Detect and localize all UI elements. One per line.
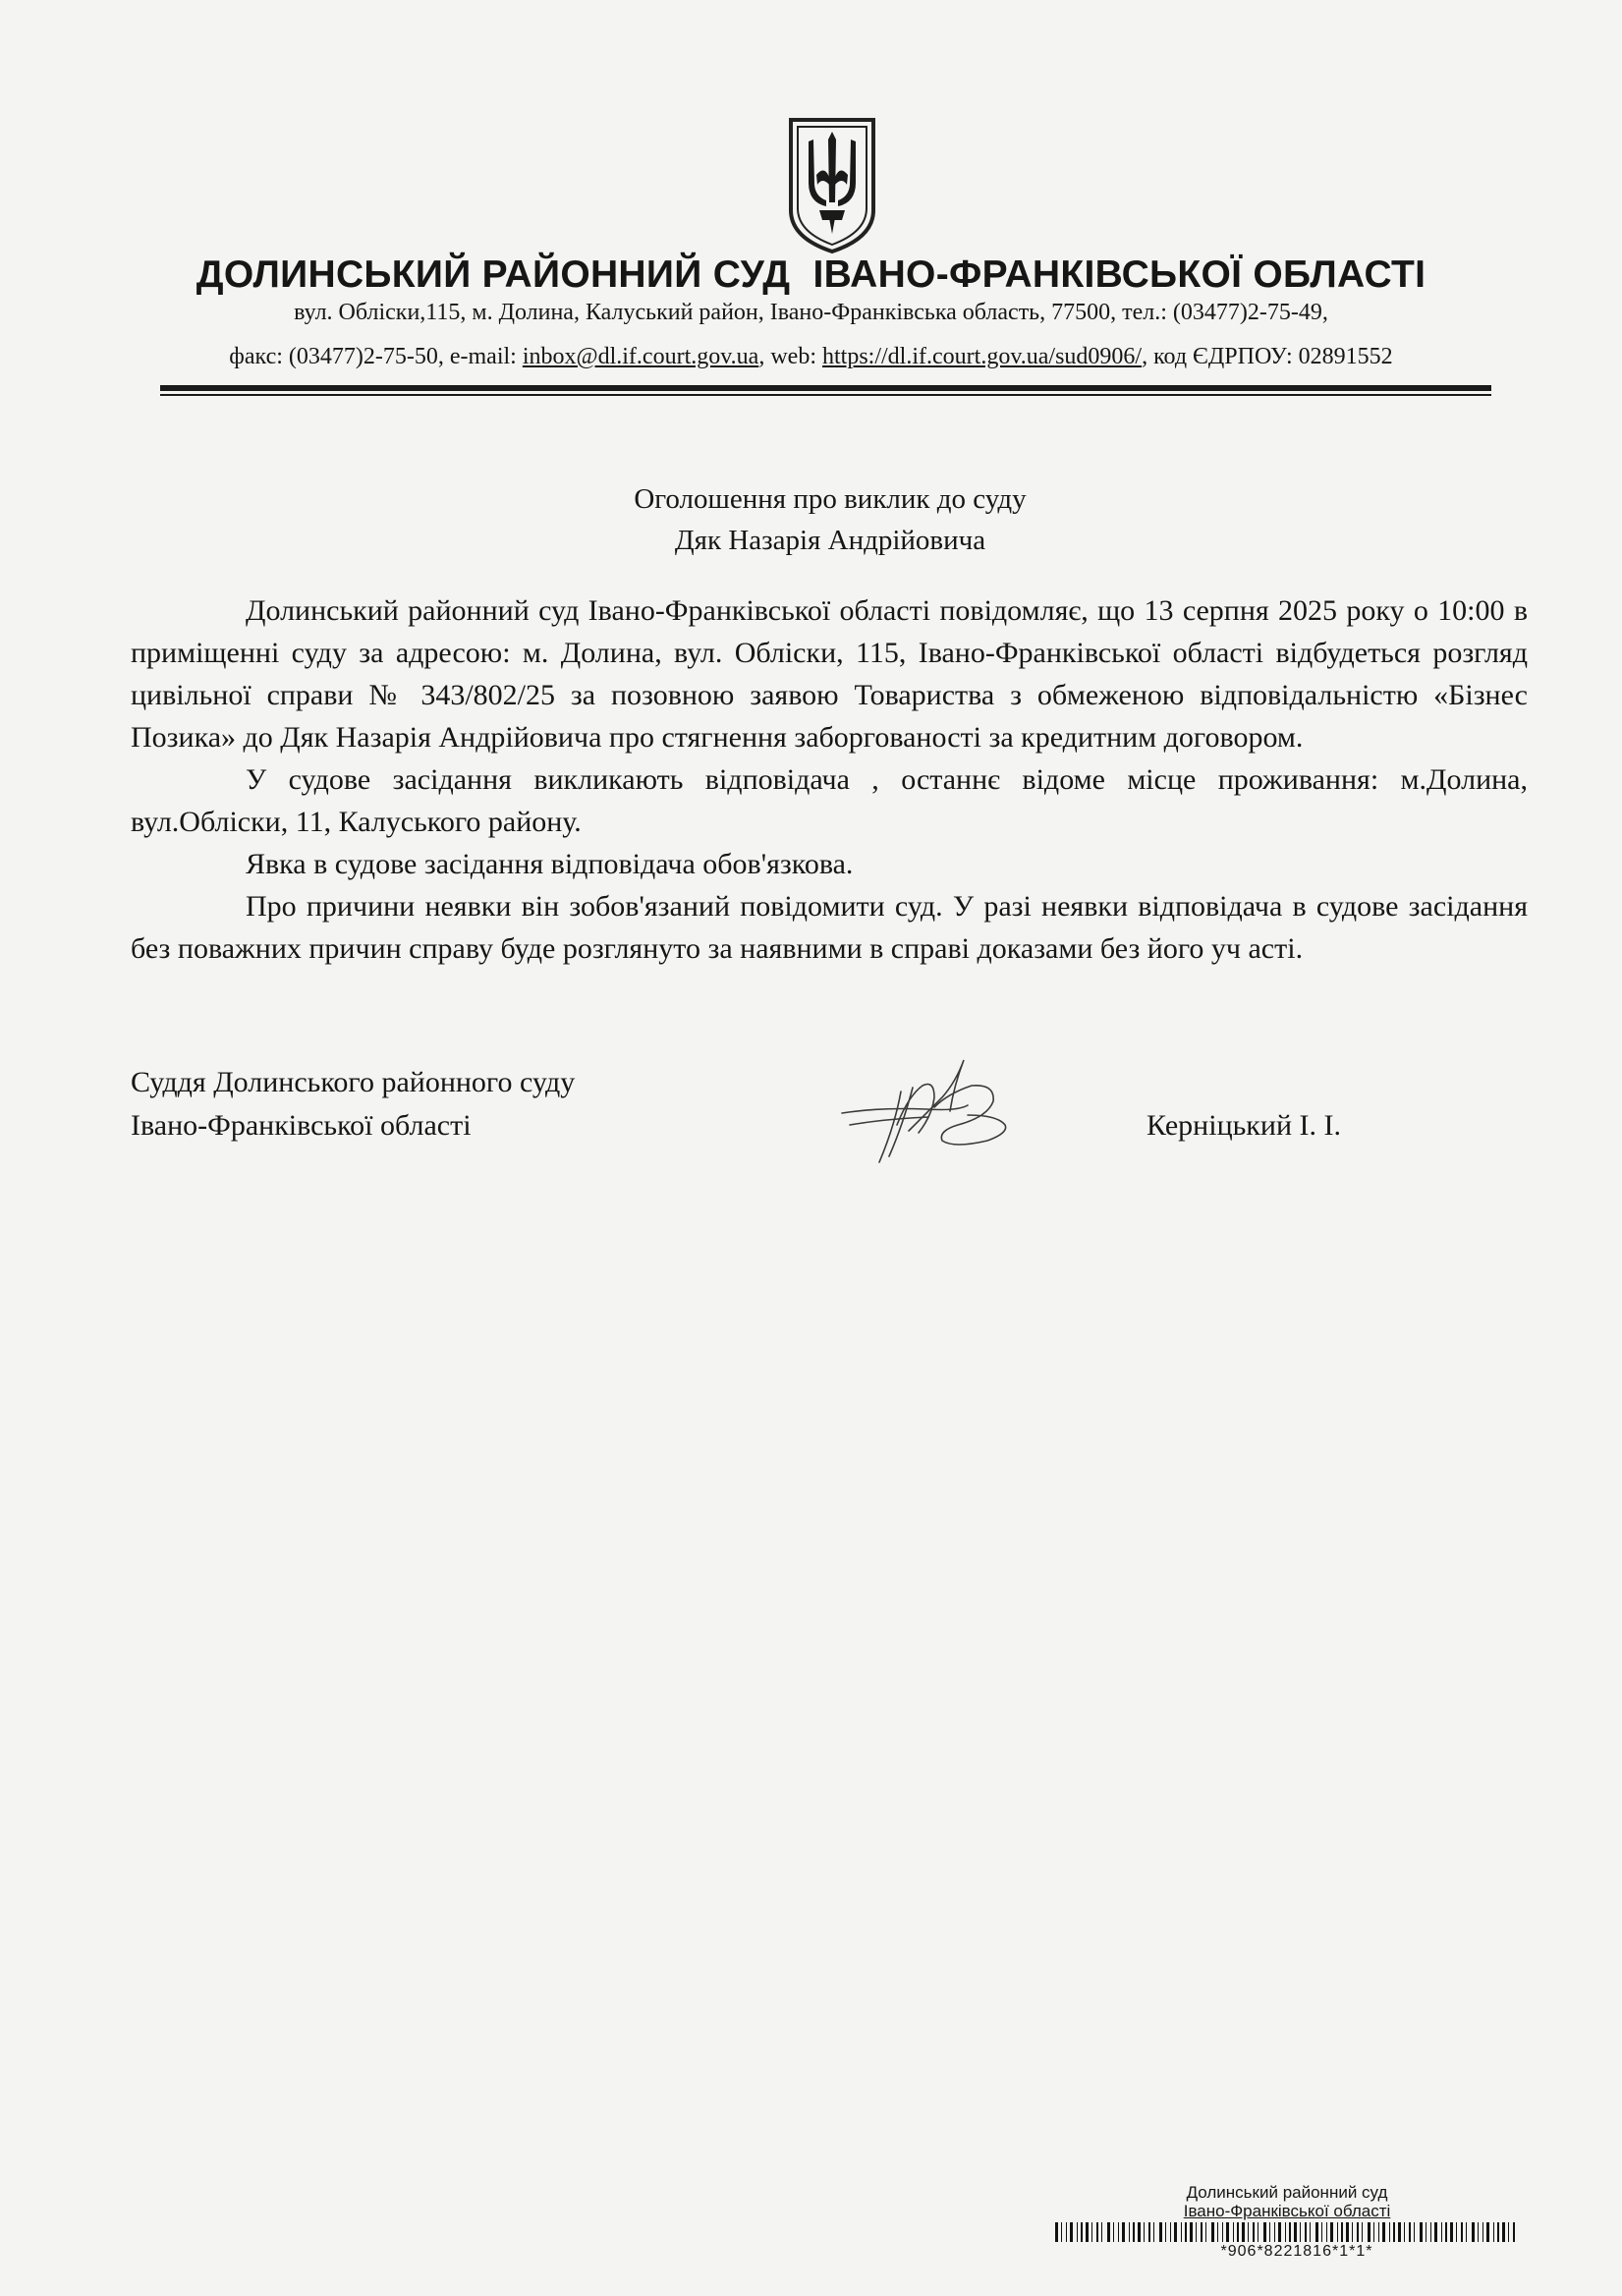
fax-label: факс: (03477)2-75-50, e-mail: xyxy=(229,344,523,369)
stamp-line1: Долинський районний суд xyxy=(1186,2183,1388,2202)
court-title xyxy=(0,253,1622,297)
judge-position-line2: Івано-Франківської області xyxy=(131,1109,472,1142)
court-title-part2: ІВАНО-ФРАНКІВСЬКОЇ ОБЛАСТІ xyxy=(812,253,1426,296)
web-label: , web: xyxy=(758,344,822,369)
registration-stamp xyxy=(1051,2183,1523,2261)
announcement-title xyxy=(0,478,1622,561)
court-address: вул. Обліски,115, м. Долина, Калуський район, Івано-Франківська область, 77500, тел.: (03477)2-75-49, xyxy=(294,300,1328,325)
announcement-title-line2: Дяк Назарія Андрійовича xyxy=(674,525,986,556)
court-contacts xyxy=(0,344,1622,370)
court-title-part1: ДОЛИНСЬКИЙ РАЙОННИЙ СУД xyxy=(196,253,791,296)
edrpou-code: , код ЄДРПОУ: 02891552 xyxy=(1142,344,1393,369)
email-link[interactable]: inbox@dl.if.court.gov.ua xyxy=(522,344,759,369)
header-divider-thin xyxy=(160,394,1491,396)
web-link[interactable]: https://dl.if.court.gov.ua/sud0906/ xyxy=(822,344,1143,369)
body-paragraph: Долинський районний суд Івано-Франківської області повідомляє, що 13 серпня 2025 року о 10:00 в приміщенні суду за адресою: м. Долина, вул. Обліски, 115, Івано-Франківської області відбудеться розгляд цивільної справи № 343/802/25 за позовною заявою Товариства з обмеженою відповідальністю «Бізнес Позика» до Дяк Назарія Андрійовича про стягнення заборгованості за кредитним договором. xyxy=(131,594,1528,754)
announcement-title-line1: Оголошення про виклик до суду xyxy=(634,483,1027,515)
stamp-line2: Івано-Франківської області xyxy=(1183,2202,1391,2220)
judge-name: Керніцький І. І. xyxy=(1147,1109,1341,1142)
judge-position-line1: Суддя Долинського районного суду xyxy=(131,1066,576,1098)
header-divider-thick xyxy=(160,385,1491,391)
barcode-text: *906*8221816*1*1* xyxy=(1220,2243,1373,2260)
announcement-body xyxy=(131,589,1528,970)
body-paragraph: У судове засідання викликають відповідача , останнє відоме місце проживання: м.Долина, вул.Обліски, 11, Калуського району. xyxy=(131,763,1528,838)
body-paragraph: Про причини неявки він зобов'язаний повідомити суд. У разі неявки відповідача в судове засідання без поважних причин справу буде розглянуто за наявними в справі доказами без його уч асті. xyxy=(131,890,1528,965)
body-paragraph: Явка в судове засідання відповідача обов'язкова. xyxy=(246,848,854,880)
judge-position xyxy=(131,1061,575,1148)
barcode-icon xyxy=(1055,2222,1519,2242)
handwritten-signature xyxy=(840,1046,1017,1174)
coat-of-arms-icon xyxy=(785,116,879,255)
